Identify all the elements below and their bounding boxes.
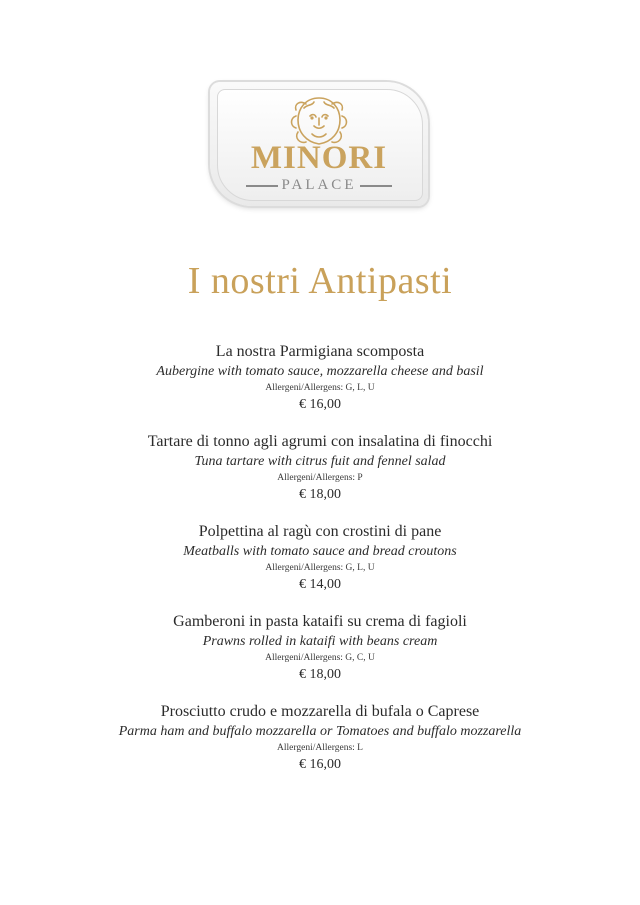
menu-item-allergens: Allergeni/Allergens: L: [277, 743, 363, 753]
menu-item-description: Aubergine with tomato sauce, mozzarella cheese and basil: [156, 364, 484, 379]
logo-brand-text: MINORI: [250, 140, 388, 176]
menu-item-description: Prawns rolled in kataifi with beans cream: [202, 634, 438, 649]
menu-item-name: La nostra Parmigiana scomposta: [215, 343, 425, 360]
menu-item-name: Prosciutto crudo e mozzarella di bufala o Caprese: [160, 703, 480, 720]
logo-divider-right: [360, 185, 392, 187]
menu-item-price: € 16,00: [299, 397, 341, 412]
menu-item-name: Gamberoni in pasta kataifi su crema di fagioli: [173, 613, 467, 630]
menu-item-allergens: Allergeni/Allergens: G, L, U: [265, 383, 375, 393]
menu-item-description: Meatballs with tomato sauce and bread croutons: [183, 544, 457, 559]
menu-item-description: Parma ham and buffalo mozzarella or Tomatoes and buffalo mozzarella: [118, 724, 522, 739]
logo-divider-left: [246, 185, 278, 187]
menu-list: [0, 342, 640, 792]
logo-sub-row: [210, 178, 428, 193]
logo-sub-text: PALACE: [281, 177, 357, 193]
menu-item-allergens: Allergeni/Allergens: G, C, U: [265, 653, 375, 663]
menu-item-name: Polpettina al ragù con crostini di pane: [198, 523, 442, 540]
page-title: I nostri Antipasti: [187, 260, 453, 302]
menu-item: [0, 432, 640, 522]
logo-frame: [210, 82, 428, 206]
menu-item: [0, 522, 640, 612]
menu-item-price: € 18,00: [299, 667, 341, 682]
menu-item-price: € 16,00: [299, 757, 341, 772]
menu-item: [0, 342, 640, 432]
menu-item-allergens: Allergeni/Allergens: G, L, U: [265, 563, 375, 573]
menu-item-description: Tuna tartare with citrus fuit and fennel salad: [194, 454, 446, 469]
menu-item-price: € 18,00: [299, 487, 341, 502]
menu-item-price: € 14,00: [299, 577, 341, 592]
menu-item: [0, 702, 640, 792]
menu-item-allergens: Allergeni/Allergens: P: [277, 473, 363, 483]
logo: [210, 82, 430, 208]
menu-item: [0, 612, 640, 702]
menu-item-name: Tartare di tonno agli agrumi con insalatina di finocchi: [147, 433, 493, 450]
